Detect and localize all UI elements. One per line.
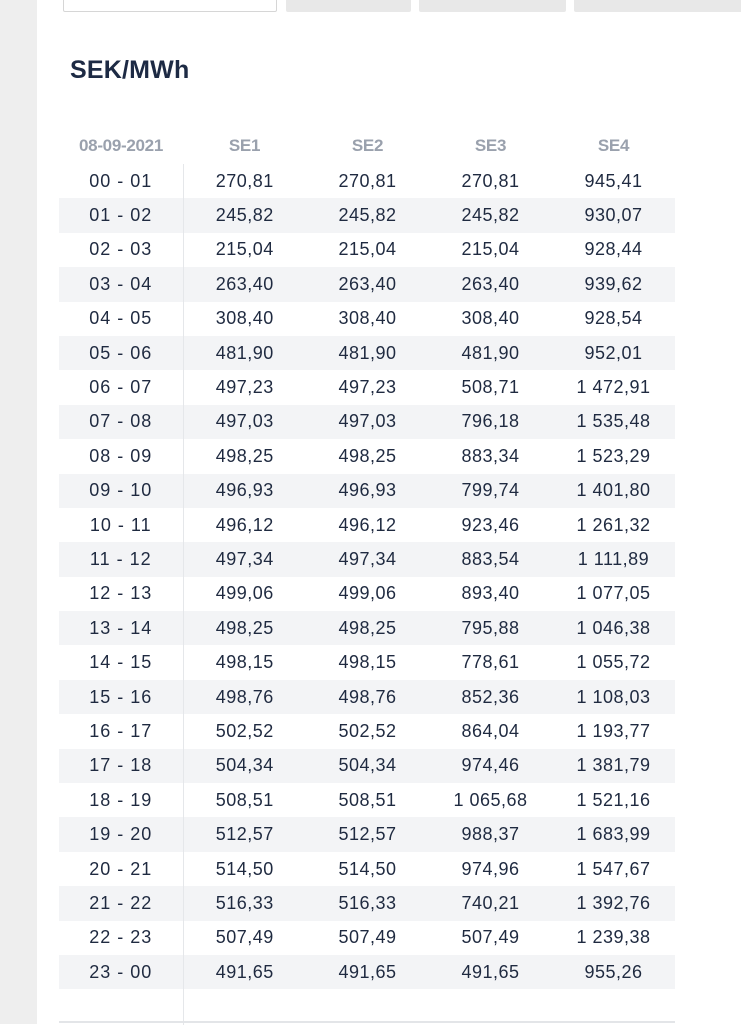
price-cell-se4: 1 472,91 <box>576 377 651 398</box>
table-row <box>59 714 675 748</box>
price-cell-se1: 496,12 <box>215 514 274 535</box>
price-cell-se2: 498,15 <box>338 652 397 673</box>
hour-cell: 03 - 04 <box>59 267 183 301</box>
table-row <box>59 577 675 611</box>
price-cell-se3: 864,04 <box>461 720 520 741</box>
hour-cell: 09 - 10 <box>59 474 183 508</box>
price-cell-se4: 1 683,99 <box>552 817 675 851</box>
date-header: 08-09-2021 <box>79 135 163 155</box>
price-cell-se3: 740,21 <box>429 886 552 920</box>
price-cell-se1: 481,90 <box>183 336 306 370</box>
price-cell-se4: 1 077,05 <box>576 583 651 604</box>
price-cell-se1: 514,50 <box>215 858 274 879</box>
price-cell-se3: 883,54 <box>429 542 552 576</box>
price-cell-se2: 502,52 <box>338 720 397 741</box>
table-row <box>59 474 675 508</box>
area-header-se2: SE2 <box>351 135 384 155</box>
table-row <box>59 817 675 851</box>
price-cell-se1: 497,34 <box>183 542 306 576</box>
price-cell-se2: 215,04 <box>338 239 397 260</box>
area-header-se1: SE1 <box>228 135 261 155</box>
unit-title: SEK/MWh <box>70 56 190 84</box>
price-cell-se4: 1 239,38 <box>576 927 651 948</box>
hour-cell: 05 - 06 <box>59 336 183 370</box>
price-cell-se2: 263,40 <box>306 267 429 301</box>
price-cell-se2: 498,25 <box>338 445 397 466</box>
price-cell-se2: 497,34 <box>306 542 429 576</box>
table-spacer-row <box>59 989 675 1025</box>
hour-cell: 19 - 20 <box>59 817 183 851</box>
empty-cell <box>429 989 552 1025</box>
price-cell-se1: 502,52 <box>215 720 274 741</box>
price-cell-se3: 308,40 <box>461 308 520 329</box>
price-cell-se3: 974,96 <box>461 858 520 879</box>
hour-cell: 10 - 11 <box>59 508 183 542</box>
price-cell-se3: 270,81 <box>461 170 520 191</box>
table-row <box>59 336 675 370</box>
price-cell-se1: 497,03 <box>183 405 306 439</box>
price-cell-se3: 245,82 <box>429 198 552 232</box>
hour-cell: 14 - 15 <box>59 645 183 679</box>
price-cell-se2: 498,76 <box>306 680 429 714</box>
table-row <box>59 921 675 955</box>
hour-cell: 00 - 01 <box>59 164 183 198</box>
price-cell-se3: 974,46 <box>429 749 552 783</box>
price-table <box>59 127 676 1025</box>
price-cell-se3: 796,18 <box>429 405 552 439</box>
price-cell-se2: 245,82 <box>306 198 429 232</box>
price-cell-se3: 988,37 <box>429 817 552 851</box>
table-row <box>59 302 675 336</box>
table-row <box>59 611 675 645</box>
area-header-se3: SE3 <box>474 135 507 155</box>
table-row <box>59 233 675 267</box>
table-row <box>59 508 675 542</box>
price-cell-se4: 939,62 <box>552 267 675 301</box>
date-input[interactable] <box>63 0 277 12</box>
hour-cell: 13 - 14 <box>59 611 183 645</box>
price-cell-se3: 215,04 <box>461 239 520 260</box>
price-cell-se2: 496,12 <box>338 514 397 535</box>
table-row <box>59 783 675 817</box>
price-cell-se4: 1 381,79 <box>552 749 675 783</box>
table-row <box>59 439 675 473</box>
price-cell-se4: 1 108,03 <box>552 680 675 714</box>
price-cell-se1: 245,82 <box>183 198 306 232</box>
price-cell-se2: 481,90 <box>306 336 429 370</box>
price-cell-se4: 955,26 <box>552 955 675 989</box>
price-cell-se3: 893,40 <box>461 583 520 604</box>
price-cell-se2: 512,57 <box>306 817 429 851</box>
hour-cell: 18 - 19 <box>59 783 183 817</box>
price-cell-se3: 491,65 <box>429 955 552 989</box>
price-cell-se4: 1 193,77 <box>576 720 651 741</box>
price-cell-se4: 1 547,67 <box>576 858 651 879</box>
price-cell-se4: 928,44 <box>584 239 643 260</box>
price-cell-se3: 481,90 <box>429 336 552 370</box>
price-cell-se4: 930,07 <box>552 198 675 232</box>
price-cell-se4: 928,54 <box>584 308 643 329</box>
empty-cell <box>552 989 675 1025</box>
price-cell-se3: 799,74 <box>429 474 552 508</box>
hour-cell: 16 - 17 <box>59 714 183 748</box>
empty-cell <box>306 989 429 1025</box>
price-cell-se1: 499,06 <box>215 583 274 604</box>
hour-cell: 08 - 09 <box>59 439 183 473</box>
price-cell-se2: 497,03 <box>306 405 429 439</box>
area-header-se4: SE4 <box>597 135 630 155</box>
control-button-1[interactable] <box>286 0 411 12</box>
price-cell-se3: 508,71 <box>461 377 520 398</box>
price-cell-se4: 952,01 <box>552 336 675 370</box>
price-cell-se3: 883,34 <box>461 445 520 466</box>
price-cell-se2: 514,50 <box>338 858 397 879</box>
table-row <box>59 164 675 198</box>
table-row <box>59 852 675 886</box>
table-row <box>59 370 675 404</box>
control-button-2[interactable] <box>419 0 566 12</box>
price-cell-se3: 923,46 <box>461 514 520 535</box>
table-row <box>59 886 675 920</box>
price-cell-se4: 1 535,48 <box>552 405 675 439</box>
empty-cell <box>183 989 306 1025</box>
price-cell-se2: 508,51 <box>338 789 397 810</box>
price-cell-se3: 795,88 <box>429 611 552 645</box>
price-cell-se3: 778,61 <box>461 652 520 673</box>
price-cell-se1: 308,40 <box>215 308 274 329</box>
price-cell-se3: 1 065,68 <box>453 789 528 810</box>
price-cell-se1: 215,04 <box>215 239 274 260</box>
price-cell-se1: 504,34 <box>183 749 306 783</box>
hour-cell: 06 - 07 <box>59 370 183 404</box>
empty-cell <box>59 989 183 1025</box>
price-cell-se4: 1 401,80 <box>552 474 675 508</box>
price-cell-se4: 1 046,38 <box>552 611 675 645</box>
hour-cell: 20 - 21 <box>59 852 183 886</box>
price-cell-se1: 508,51 <box>215 789 274 810</box>
hour-cell: 11 - 12 <box>59 542 183 576</box>
price-cell-se1: 496,93 <box>183 474 306 508</box>
price-cell-se2: 491,65 <box>306 955 429 989</box>
hour-cell: 12 - 13 <box>59 577 183 611</box>
price-cell-se4: 1 392,76 <box>552 886 675 920</box>
divider <box>59 1021 675 1023</box>
table-row <box>59 267 675 301</box>
price-cell-se4: 1 521,16 <box>576 789 651 810</box>
table-row <box>59 955 675 989</box>
table-row <box>59 680 675 714</box>
table-row <box>59 645 675 679</box>
price-cell-se2: 497,23 <box>338 377 397 398</box>
price-cell-se1: 263,40 <box>183 267 306 301</box>
table-row <box>59 198 675 232</box>
hour-cell: 02 - 03 <box>59 233 183 267</box>
hour-cell: 04 - 05 <box>59 302 183 336</box>
price-rows <box>59 164 675 1025</box>
price-cell-se4: 1 261,32 <box>576 514 651 535</box>
price-cell-se1: 497,23 <box>215 377 274 398</box>
price-cell-se1: 512,57 <box>183 817 306 851</box>
price-cell-se4: 1 055,72 <box>576 652 651 673</box>
price-cell-se2: 504,34 <box>306 749 429 783</box>
price-cell-se2: 516,33 <box>306 886 429 920</box>
hour-cell: 22 - 23 <box>59 921 183 955</box>
table-header-row <box>59 127 675 164</box>
price-cell-se1: 516,33 <box>183 886 306 920</box>
control-button-3[interactable] <box>574 0 741 12</box>
price-cell-se1: 507,49 <box>215 927 274 948</box>
price-cell-se2: 507,49 <box>338 927 397 948</box>
hour-cell: 01 - 02 <box>59 198 183 232</box>
price-cell-se3: 852,36 <box>429 680 552 714</box>
price-cell-se1: 498,25 <box>215 445 274 466</box>
price-cell-se1: 498,15 <box>215 652 274 673</box>
table-row <box>59 405 675 439</box>
price-cell-se4: 1 111,89 <box>552 542 675 576</box>
table-row <box>59 749 675 783</box>
hour-cell: 23 - 00 <box>59 955 183 989</box>
hour-cell: 21 - 22 <box>59 886 183 920</box>
price-cell-se3: 263,40 <box>429 267 552 301</box>
price-cell-se3: 507,49 <box>461 927 520 948</box>
price-cell-se1: 498,76 <box>183 680 306 714</box>
price-cell-se2: 496,93 <box>306 474 429 508</box>
top-controls <box>0 0 741 14</box>
price-cell-se2: 498,25 <box>306 611 429 645</box>
hour-cell: 07 - 08 <box>59 405 183 439</box>
left-sidebar-rail <box>0 0 37 1024</box>
price-cell-se2: 270,81 <box>338 170 397 191</box>
price-cell-se1: 270,81 <box>215 170 274 191</box>
hour-cell: 17 - 18 <box>59 749 183 783</box>
price-cell-se4: 945,41 <box>584 170 643 191</box>
price-cell-se1: 498,25 <box>183 611 306 645</box>
table-row <box>59 542 675 576</box>
price-cell-se4: 1 523,29 <box>576 445 651 466</box>
price-cell-se2: 499,06 <box>338 583 397 604</box>
hour-cell: 15 - 16 <box>59 680 183 714</box>
price-cell-se2: 308,40 <box>338 308 397 329</box>
price-cell-se1: 491,65 <box>183 955 306 989</box>
